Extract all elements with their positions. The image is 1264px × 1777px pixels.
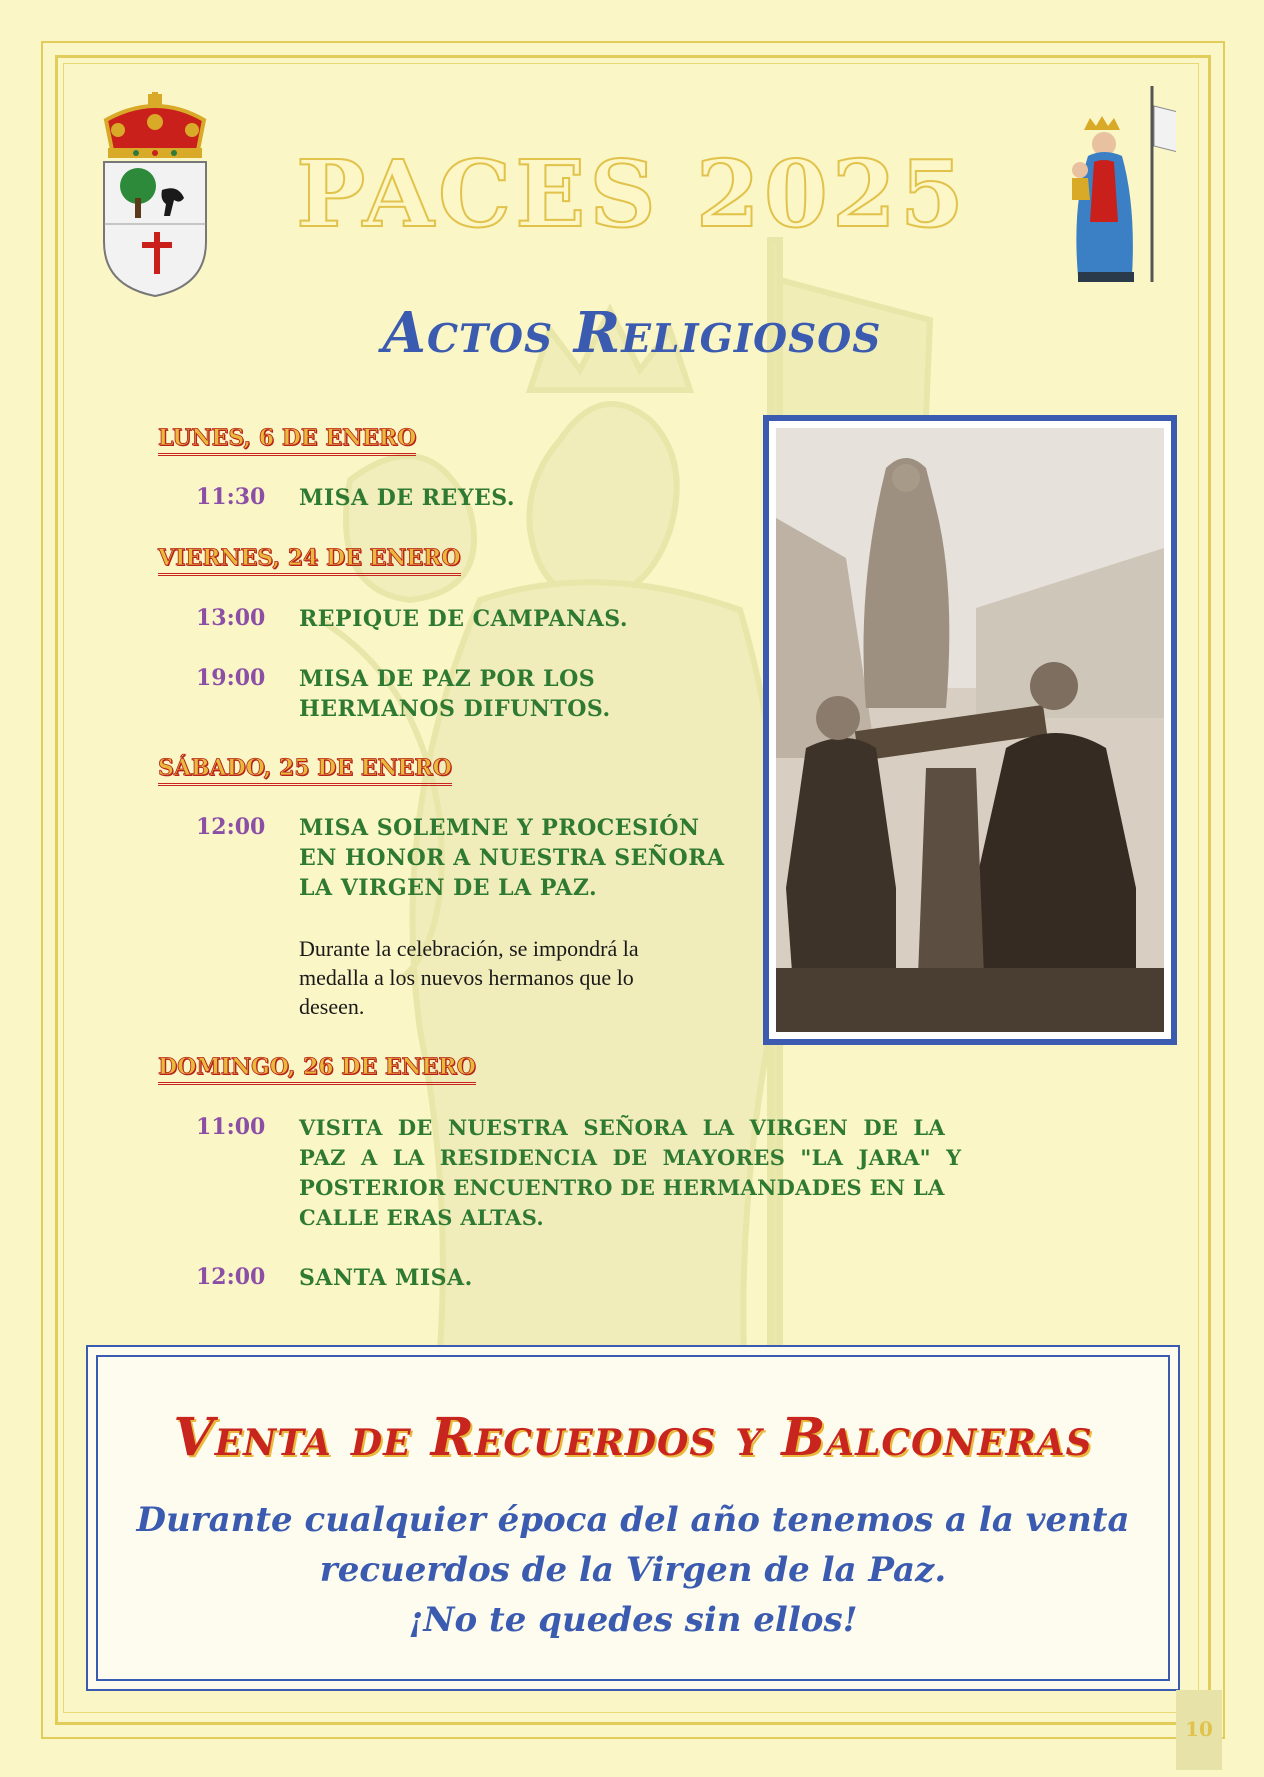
sale-line: ¡No te quedes sin ellos! bbox=[408, 1600, 858, 1640]
event-line: VISITA DE NUESTRA SEÑORA LA VIRGEN DE LA bbox=[299, 1115, 946, 1140]
event-description bbox=[299, 1113, 961, 1233]
note-line: medalla a los nuevos hermanos que lo bbox=[299, 965, 634, 990]
event-time: 11:30 bbox=[196, 484, 266, 510]
note-line: deseen. bbox=[299, 994, 365, 1019]
event-time: 11:00 bbox=[196, 1114, 266, 1140]
event-time: 19:00 bbox=[196, 665, 266, 691]
event-description bbox=[299, 664, 611, 724]
event-line: MISA DE PAZ POR LOS bbox=[299, 666, 596, 692]
event-line: MISA DE REYES. bbox=[299, 485, 516, 511]
event-line: CALLE ERAS ALTAS. bbox=[299, 1205, 545, 1230]
page-number: 10 bbox=[1185, 1717, 1213, 1741]
day-heading-lunes: LUNES, 6 DE ENERO bbox=[158, 424, 416, 456]
event-description bbox=[299, 483, 515, 513]
event-note bbox=[299, 934, 719, 1021]
main-title: PACES 2025 bbox=[296, 140, 968, 248]
event-description bbox=[299, 813, 725, 903]
event-line: POSTERIOR ENCUENTRO DE HERMANDADES EN LA bbox=[299, 1175, 945, 1200]
event-line: MISA SOLEMNE Y PROCESIÓN bbox=[299, 815, 700, 841]
event-time: 12:00 bbox=[196, 1264, 266, 1290]
day-heading-domingo: DOMINGO, 26 DE ENERO bbox=[158, 1053, 476, 1085]
note-line: Durante la celebración, se impondrá la bbox=[299, 936, 639, 961]
event-line: LA VIRGEN DE LA PAZ. bbox=[299, 875, 598, 901]
event-line: HERMANOS DIFUNTOS. bbox=[299, 696, 611, 722]
sale-text bbox=[88, 1495, 1178, 1645]
event-description bbox=[299, 604, 628, 634]
historic-photo-frame bbox=[763, 415, 1177, 1045]
event-time: 12:00 bbox=[196, 814, 266, 840]
sale-announcement-box bbox=[86, 1345, 1180, 1691]
sale-line: recuerdos de la Virgen de la Paz. bbox=[319, 1550, 947, 1590]
section-subtitle: Actos Religiosos bbox=[382, 300, 882, 366]
event-time: 13:00 bbox=[196, 605, 266, 631]
event-line: PAZ A LA RESIDENCIA DE MAYORES "LA JARA" Y bbox=[299, 1145, 962, 1170]
sale-line: Durante cualquier época del año tenemos a la venta bbox=[136, 1500, 1130, 1540]
sale-title: Venta de Recuerdos y Balconeras bbox=[173, 1407, 1093, 1468]
event-line: EN HONOR A NUESTRA SEÑORA bbox=[299, 845, 725, 871]
day-heading-viernes: VIERNES, 24 DE ENERO bbox=[158, 544, 461, 576]
procession-photo bbox=[776, 428, 1164, 1032]
event-line: REPIQUE DE CAMPANAS. bbox=[299, 606, 629, 632]
event-line: SANTA MISA. bbox=[299, 1265, 473, 1291]
event-description bbox=[299, 1263, 473, 1293]
day-heading-sabado: SÁBADO, 25 DE ENERO bbox=[158, 754, 452, 786]
